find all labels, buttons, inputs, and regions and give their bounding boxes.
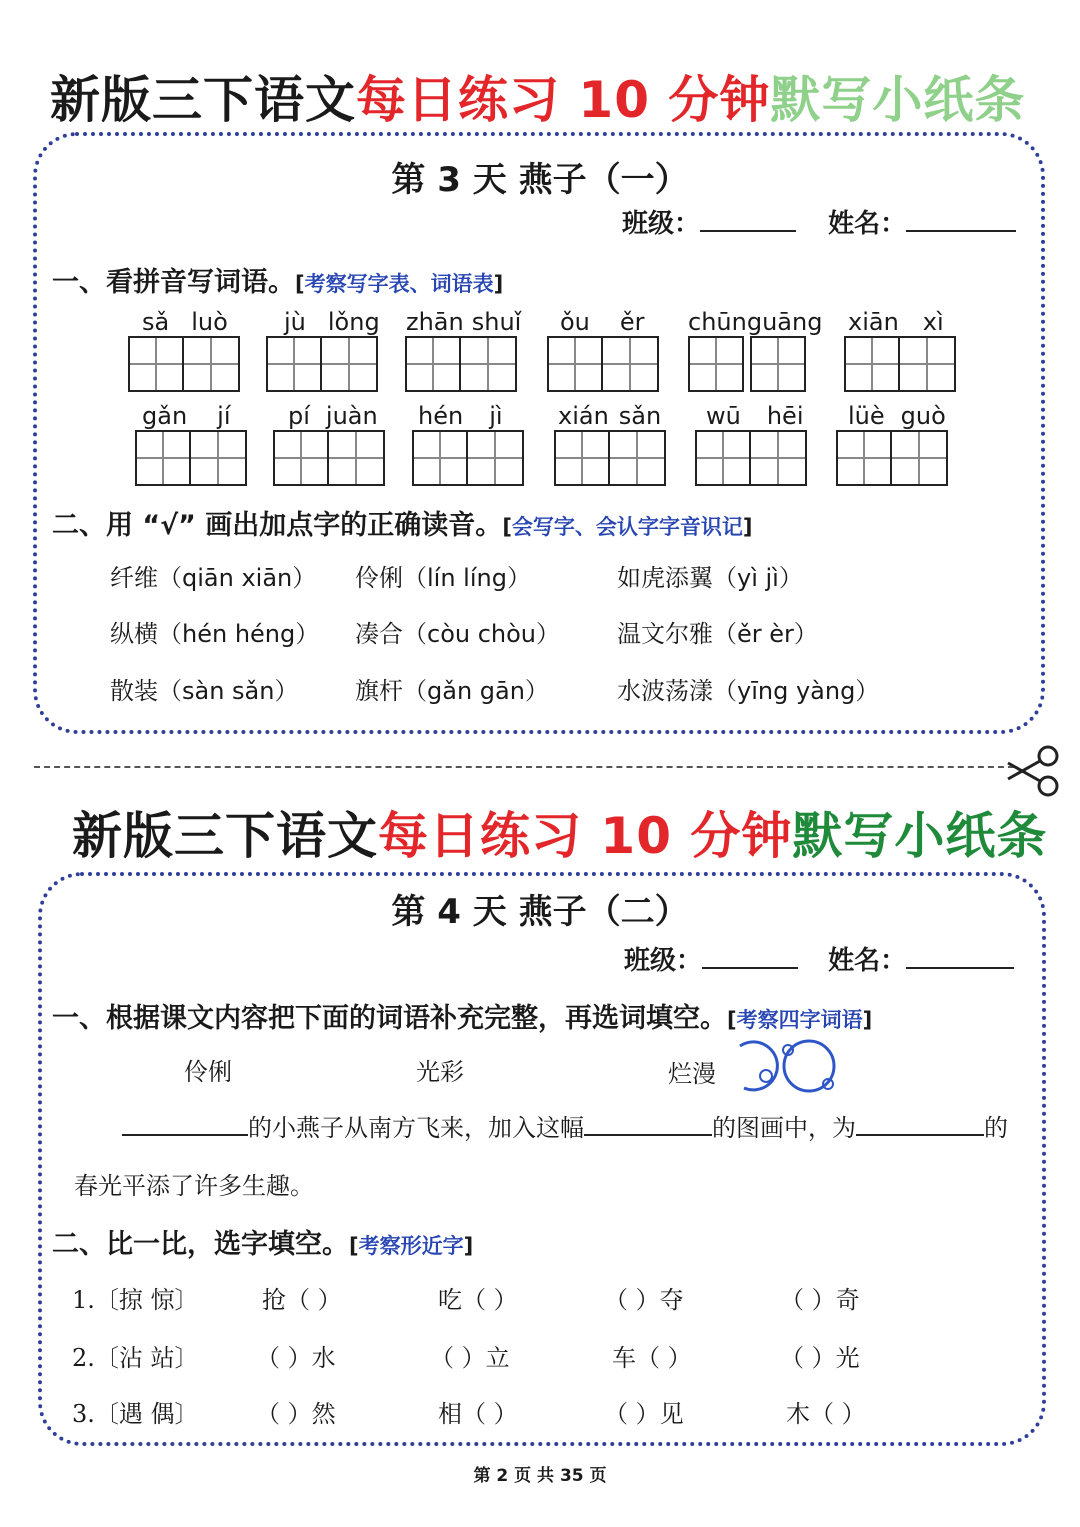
title-part-red: 每日练习 10 分钟 — [378, 807, 793, 865]
pinyin-label: hén jì — [418, 402, 503, 430]
choice-item[interactable]: 温文尔雅（ěr èr） — [617, 620, 818, 648]
section-tag: [考察写字表、词语表] — [295, 272, 504, 296]
fill-sentence: 的小燕子从南方飞来，加入这幅 的图画中，为 的 — [122, 1108, 1008, 1143]
writing-box-pair[interactable] — [135, 430, 247, 486]
sheet1-day-title: 第 3 天 燕子（一） — [391, 160, 689, 200]
sheet2-class-name-line — [624, 940, 1014, 977]
word-option: 光彩 — [416, 1058, 464, 1086]
choice-item[interactable]: 水波荡漾（yīng yàng） — [617, 677, 880, 705]
choice-item[interactable]: 纤维（qiān xiān） — [110, 564, 317, 592]
choice-item[interactable]: 散装（sàn sǎn） — [110, 677, 299, 705]
pinyin-label: wū hēi — [706, 402, 804, 430]
section-tag: [会写字、会认字字音识记] — [502, 515, 753, 539]
sheet1-title — [50, 60, 1025, 132]
compare-item[interactable]: （ ）水 — [256, 1344, 336, 1372]
writing-box-pair[interactable] — [412, 430, 524, 486]
section-label: 二、比一比，选字填空。 — [52, 1229, 349, 1260]
compare-item[interactable]: 相（ ） — [438, 1400, 518, 1428]
pinyin-label: pí juàn — [288, 402, 378, 430]
title-part-black: 新版三下语文 — [72, 807, 378, 865]
section-tag: [考察形近字] — [349, 1234, 474, 1258]
pinyin-label: xián sǎn — [558, 402, 662, 430]
pinyin-label: chūnguāng — [688, 308, 823, 336]
pinyin-label: zhān shuǐ — [406, 308, 522, 336]
writing-box-pair[interactable] — [547, 336, 659, 392]
compare-item[interactable]: （ ）立 — [430, 1344, 510, 1372]
writing-box-pair[interactable] — [554, 430, 666, 486]
compare-item[interactable]: 抢（ ） — [262, 1286, 342, 1314]
page-footer: 第 2 页 共 35 页 — [473, 1466, 607, 1486]
title-part-red: 每日练习 10 分钟 — [356, 71, 771, 129]
compare-item[interactable]: 吃（ ） — [438, 1286, 518, 1314]
compare-pair: 1.〔掠 惊〕 — [72, 1286, 199, 1314]
fill-blank[interactable] — [122, 1134, 248, 1136]
choice-item[interactable]: 凑合（còu chòu） — [355, 620, 561, 648]
choice-item[interactable]: 伶俐（lín líng） — [355, 564, 531, 592]
writing-box-pair[interactable] — [695, 430, 807, 486]
class-blank[interactable] — [702, 967, 798, 969]
title-part-black: 新版三下语文 — [50, 71, 356, 129]
title-part-green: 默写小纸条 — [770, 71, 1026, 129]
pinyin-label: xiān xì — [848, 308, 944, 336]
pinyin-label: sǎ luò — [142, 308, 228, 336]
name-label: 姓名： — [828, 946, 907, 976]
compare-item[interactable]: 木（ ） — [786, 1400, 866, 1428]
name-blank[interactable] — [906, 967, 1014, 969]
section-label: 二、用 “√” 画出加点字的正确读音。 — [52, 510, 503, 541]
compare-pair: 3.〔遇 偶〕 — [72, 1400, 199, 1428]
compare-pair: 2.〔沾 站〕 — [72, 1344, 199, 1372]
sheet1-section1-heading — [52, 260, 503, 299]
fill-sentence-line2: 春光平添了许多生趣。 — [74, 1172, 314, 1200]
compare-item[interactable]: （ ）奇 — [780, 1286, 860, 1314]
word-option: 烂漫 — [668, 1060, 716, 1088]
writing-box-pair[interactable] — [273, 430, 385, 486]
word-option: 伶俐 — [184, 1058, 232, 1086]
scissors-icon — [1004, 744, 1064, 798]
class-blank[interactable] — [700, 230, 796, 232]
writing-box-pair[interactable] — [836, 430, 948, 486]
compare-item[interactable]: （ ）然 — [256, 1400, 336, 1428]
title-part-green: 默写小纸条 — [792, 807, 1048, 865]
compare-item[interactable]: （ ）夺 — [604, 1286, 684, 1314]
compare-item[interactable]: 车（ ） — [612, 1344, 692, 1372]
writing-box-pair[interactable] — [844, 336, 956, 392]
section-label: 一、根据课文内容把下面的词语补充完整，再选词填空。 — [52, 1003, 727, 1034]
choice-item[interactable]: 如虎添翼（yì jì） — [617, 564, 803, 592]
section-tag: [考察四字词语] — [727, 1008, 873, 1032]
sheet2-day-title: 第 4 天 燕子（二） — [391, 892, 689, 932]
sheet2-title — [72, 796, 1047, 868]
pinyin-label: jù lǒng — [284, 308, 380, 336]
name-label: 姓名： — [828, 209, 907, 239]
name-blank[interactable] — [906, 230, 1016, 232]
compare-item[interactable]: （ ）见 — [604, 1400, 684, 1428]
compare-item[interactable]: （ ）光 — [780, 1344, 860, 1372]
section-label: 一、看拼音写词语。 — [52, 267, 295, 298]
pinyin-label: gǎn jí — [142, 402, 231, 430]
pinyin-label: ǒu ěr — [560, 308, 645, 336]
choice-item[interactable]: 纵横（hén héng） — [110, 620, 320, 648]
writing-box-pair[interactable] — [688, 336, 806, 392]
writing-box-pair[interactable] — [266, 336, 378, 392]
writing-box-pair[interactable] — [128, 336, 240, 392]
fill-blank[interactable] — [856, 1134, 984, 1136]
bubbles-icon — [730, 1038, 840, 1096]
sheet1-class-name-line — [622, 203, 1016, 240]
class-label: 班级： — [622, 209, 701, 239]
fill-blank[interactable] — [584, 1134, 712, 1136]
sheet1-section2-heading — [52, 503, 753, 542]
sheet2-section1-heading — [52, 996, 872, 1035]
class-label: 班级： — [624, 946, 703, 976]
pinyin-label: lüè guò — [848, 402, 946, 430]
choice-item[interactable]: 旗杆（gǎn gān） — [355, 677, 549, 705]
writing-box-pair[interactable] — [405, 336, 517, 392]
cut-line — [34, 766, 1014, 768]
sheet2-section2-heading — [52, 1222, 473, 1261]
